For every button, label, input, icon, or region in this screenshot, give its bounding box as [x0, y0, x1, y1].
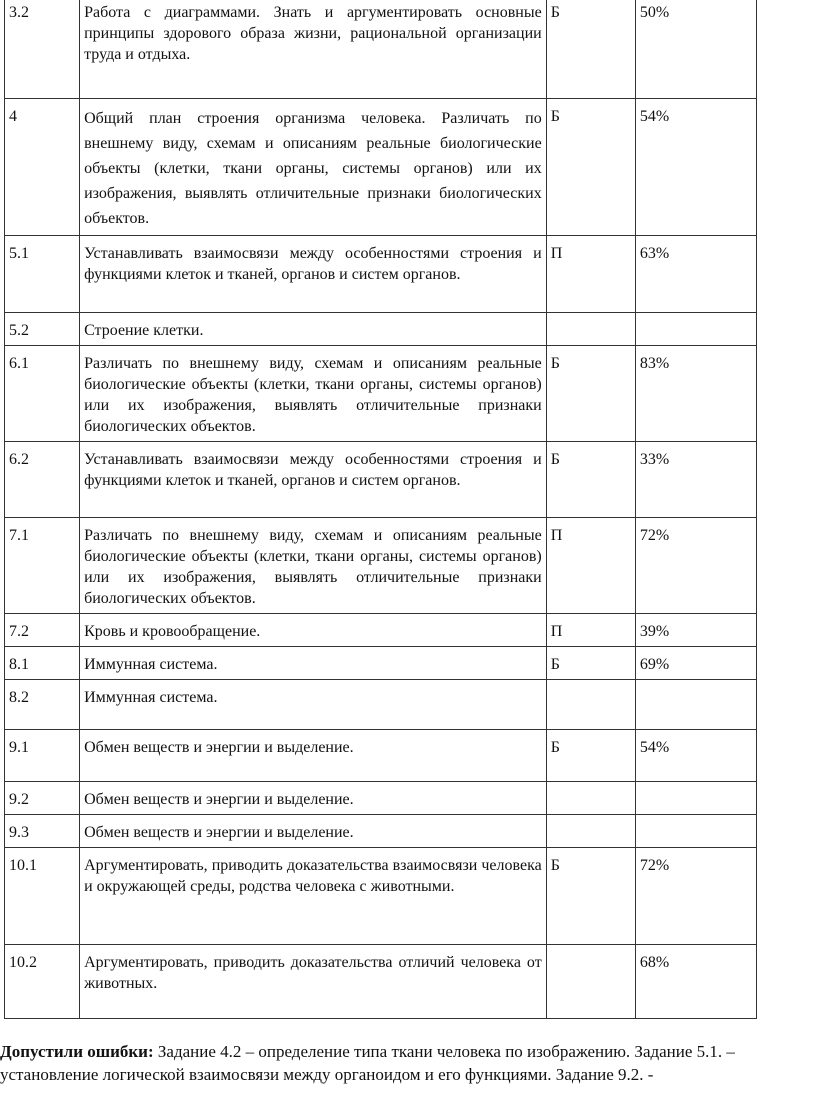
- task-level: [546, 313, 635, 346]
- task-level: Б: [546, 0, 635, 99]
- errors-paragraph: [0, 1040, 816, 1086]
- table-row: [5, 518, 757, 614]
- task-percent: 33%: [635, 442, 756, 518]
- task-description: Обмен веществ и энергии и выделение.: [80, 730, 547, 782]
- task-percent: 72%: [635, 848, 756, 945]
- task-percent: 68%: [635, 945, 756, 1019]
- task-description: Иммунная система.: [80, 647, 547, 680]
- task-number: 7.2: [5, 614, 80, 647]
- table-row: [5, 730, 757, 782]
- table-row: [5, 945, 757, 1019]
- task-percent: [635, 680, 756, 730]
- table-row: [5, 614, 757, 647]
- task-description: Иммунная система.: [80, 680, 547, 730]
- table-row: [5, 0, 757, 99]
- table-row: [5, 647, 757, 680]
- task-description: Аргументировать, приводить доказательства взаимосвязи человека и окружающей среды, родства человека с животными.: [80, 848, 547, 945]
- task-level: Б: [546, 647, 635, 680]
- task-number: 9.3: [5, 815, 80, 848]
- task-description: Различать по внешнему виду, схемам и описаниям реальные биологические объекты (клетки, ткани органы, системы органов) или их изображения, выявлять отличительные признаки биологических объектов.: [80, 346, 547, 442]
- task-level: [546, 782, 635, 815]
- errors-label: Допустили ошибки:: [0, 1042, 154, 1061]
- task-level: [546, 680, 635, 730]
- table-row: [5, 815, 757, 848]
- task-level: [546, 815, 635, 848]
- task-description: Кровь и кровообращение.: [80, 614, 547, 647]
- table-row: [5, 99, 757, 236]
- task-description: Обмен веществ и энергии и выделение.: [80, 782, 547, 815]
- task-level: Б: [546, 442, 635, 518]
- task-level: П: [546, 518, 635, 614]
- task-percent: [635, 782, 756, 815]
- task-description: Устанавливать взаимосвязи между особенностями строения и функциями клеток и тканей, органов и систем органов.: [80, 236, 547, 313]
- task-level: [546, 945, 635, 1019]
- task-number: 7.1: [5, 518, 80, 614]
- task-number: 4: [5, 99, 80, 236]
- table-row: [5, 782, 757, 815]
- task-percent: [635, 313, 756, 346]
- task-description: Работа с диаграммами. Знать и аргументировать основные принципы здорового образа жизни, рациональной организации труда и отдыха.: [80, 0, 547, 99]
- task-description: Различать по внешнему виду, схемам и описаниям реальные биологические объекты (клетки, ткани органы, системы органов) или их изображения, выявлять отличительные признаки биологических объектов.: [80, 518, 547, 614]
- table-row: [5, 236, 757, 313]
- task-number: 8.2: [5, 680, 80, 730]
- task-number: 9.1: [5, 730, 80, 782]
- task-percent: 50%: [635, 0, 756, 99]
- task-percent: 54%: [635, 730, 756, 782]
- task-level: П: [546, 614, 635, 647]
- task-level: Б: [546, 848, 635, 945]
- task-number: 8.1: [5, 647, 80, 680]
- task-level: Б: [546, 99, 635, 236]
- task-description: Общий план строения организма человека. Различать по внешнему виду, схемам и описаниям реальные биологические объекты (клетки, ткани органы, системы органов) или их изображения, выявлять отличительные признаки биологических объектов.: [80, 99, 547, 236]
- table-row: [5, 313, 757, 346]
- task-number: 10.2: [5, 945, 80, 1019]
- task-number: 6.1: [5, 346, 80, 442]
- task-percent: 54%: [635, 99, 756, 236]
- task-number: 5.1: [5, 236, 80, 313]
- task-percent: 83%: [635, 346, 756, 442]
- task-number: 6.2: [5, 442, 80, 518]
- task-description: Обмен веществ и энергии и выделение.: [80, 815, 547, 848]
- task-description: Устанавливать взаимосвязи между особенностями строения и функциями клеток и тканей, органов и систем органов.: [80, 442, 547, 518]
- task-percent: 72%: [635, 518, 756, 614]
- table-row: [5, 848, 757, 945]
- task-percent: 39%: [635, 614, 756, 647]
- task-percent: 69%: [635, 647, 756, 680]
- task-percent: [635, 815, 756, 848]
- table-row: [5, 442, 757, 518]
- task-level: Б: [546, 346, 635, 442]
- results-table: [4, 0, 757, 1019]
- task-description: Строение клетки.: [80, 313, 547, 346]
- table-row: [5, 680, 757, 730]
- task-level: П: [546, 236, 635, 313]
- task-number: 5.2: [5, 313, 80, 346]
- task-number: 10.1: [5, 848, 80, 945]
- task-level: Б: [546, 730, 635, 782]
- errors-text: Задание 4.2 – определение типа ткани человека по изображению. Задание 5.1. – установление логической взаимосвязи между органоидом и его функциями. Задание 9.2. -: [0, 1042, 735, 1084]
- task-description: Аргументировать, приводить доказательства отличий человека от животных.: [80, 945, 547, 1019]
- task-number: 9.2: [5, 782, 80, 815]
- table-row: [5, 346, 757, 442]
- task-number: 3.2: [5, 0, 80, 99]
- task-percent: 63%: [635, 236, 756, 313]
